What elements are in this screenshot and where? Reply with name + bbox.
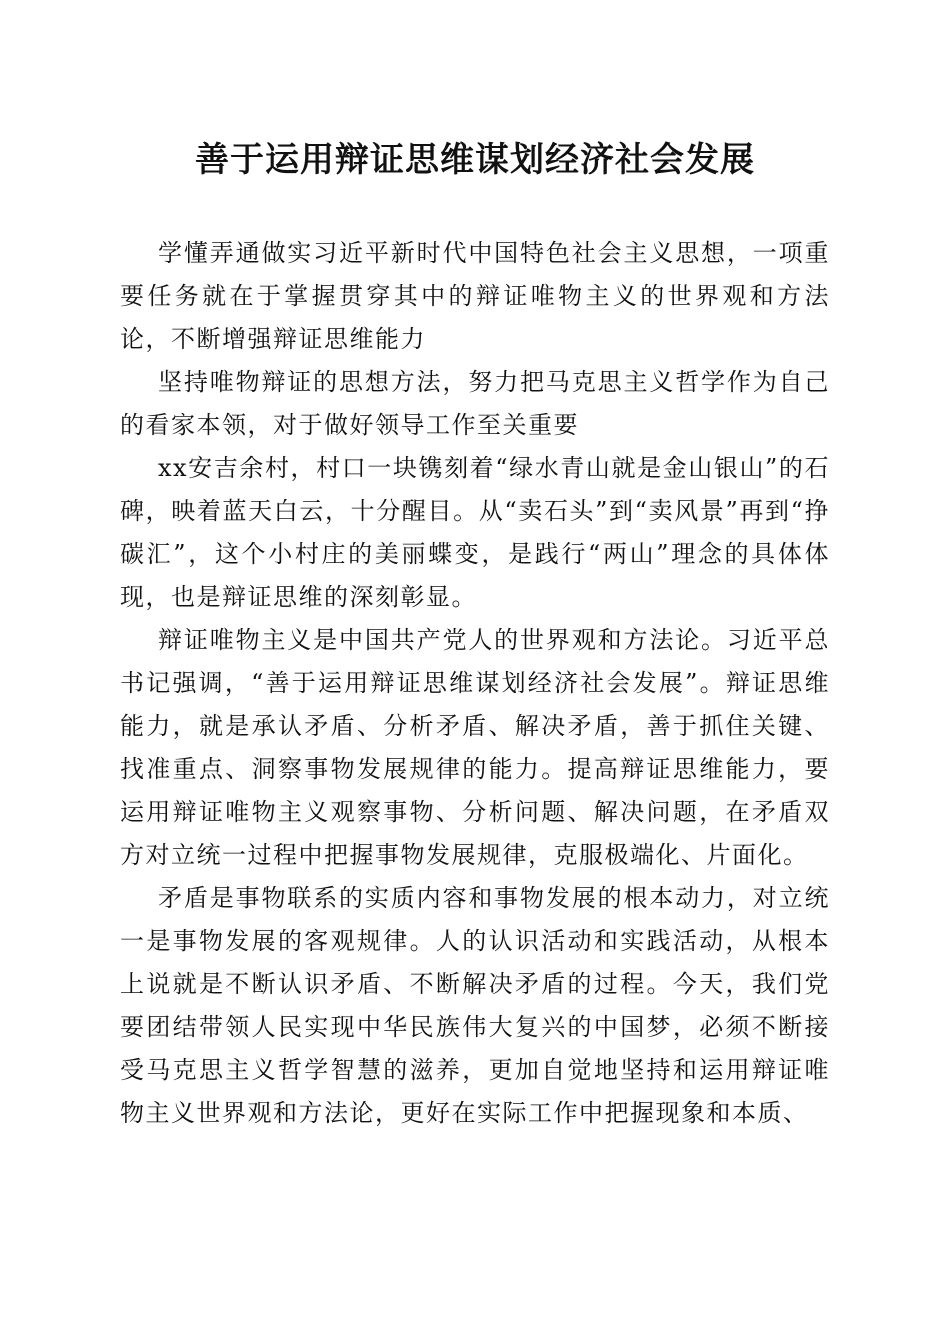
- document-body: [120, 232, 830, 1135]
- paragraph-5: 矛盾是事物联系的实质内容和事物发展的根本动力，对立统一是事物发展的客观规律。人的认识活动和实践活动，从根本上说就是不断认识矛盾、不断解决矛盾的过程。今天，我们党要团结带领人民实现中华民族伟大复兴的中国梦，必须不断接受马克思主义哲学智慧的滋养，更加自觉地坚持和运用辩证唯物主义世界观和方法论，更好在实际工作中把握现象和本质、: [120, 884, 830, 1127]
- paragraph-2: 坚持唯物辩证的思想方法，努力把马克思主义哲学作为自己的看家本领，对于做好领导工作至关重要: [120, 368, 830, 439]
- paragraph-3: xx安吉余村，村口一块镌刻着“绿水青山就是金山银山”的石碑，映着蓝天白云，十分醒目。从“卖石头”到“卖风景”再到“挣碳汇”，这个小村庄的美丽蝶变，是践行“两山”理念的具体体现，也是辩证思维的深刻彰显。: [120, 454, 830, 611]
- paragraph-1: 学懂弄通做实习近平新时代中国特色社会主义思想，一项重要任务就在于掌握贯穿其中的辩证唯物主义的世界观和方法论，不断增强辩证思维能力: [120, 239, 830, 353]
- document-title: 善于运用辩证思维谋划经济社会发展: [195, 140, 755, 180]
- paragraph-4: 辩证唯物主义是中国共产党人的世界观和方法论。习近平总书记强调，“善于运用辩证思维谋划经济社会发展”。辩证思维能力，就是承认矛盾、分析矛盾、解决矛盾，善于抓住关键、找准重点、洞察事物发展规律的能力。提高辩证思维能力，要运用辩证唯物主义观察事物、分析问题、解决问题，在矛盾双方对立统一过程中把握事物发展规律，克服极端化、片面化。: [120, 626, 830, 869]
